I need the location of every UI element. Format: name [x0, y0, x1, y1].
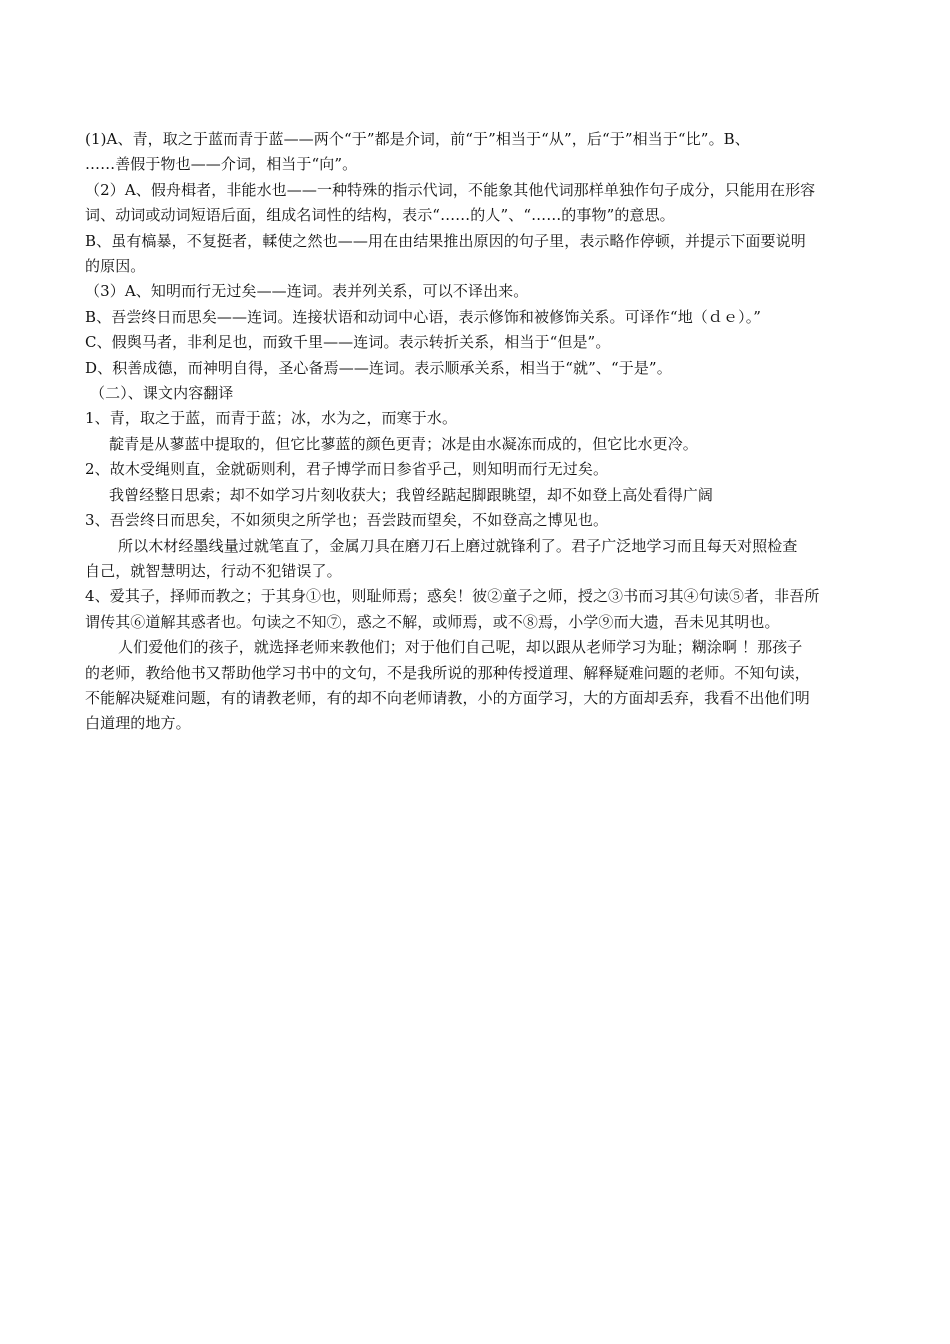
text-line: (1)A、青，取之于蓝而青于蓝——两个“于”都是介词，前“于”相当于“从”，后“于”相当于“比”。B、: [85, 130, 750, 148]
text-line: 4、爱其子，择师而教之；于其身①也，则耻师焉；惑矣！彼②童子之师，授之③书而习其④句读⑤者，非吾所: [85, 587, 820, 606]
translation-line: 所以木材经墨线量过就笔直了，金属刀具在磨刀石上磨过就锋利了。君子广泛地学习而且每天对照检查: [118, 536, 798, 555]
text-line: （3）A、知明而行无过矣——连词。表并列关系，可以不译出来。: [85, 282, 529, 301]
translation-line: 人们爱他们的孩子，就选择老师来教他们；对于他们自己呢，却以跟从老师学习为耻；糊涂啊 ！那孩子: [118, 638, 803, 657]
translation-line: 我曾经整日思索；却不如学习片刻收获大；我曾经踮起脚跟眺望，却不如登上高处看得广阔: [109, 485, 714, 504]
translation-line: 白道理的地方。: [85, 714, 191, 733]
text-line: B、吾尝终日而思矣——连词。连接状语和动词中心语，表示修饰和被修饰关系。可译作“地（ｄｅ）。”: [85, 307, 762, 326]
document-body: [85, 127, 870, 737]
translation-line: 自己，就智慧明达，行动不犯错误了。: [85, 561, 342, 580]
translation-line: 不能解决疑难问题，有的请教老师，有的却不向老师请教，小的方面学习，大的方面却丢弃，我看不出他们明: [85, 688, 810, 707]
text-line: C、假舆马者，非利足也，而致千里——连词。表示转折关系，相当于“但是”。: [85, 333, 611, 352]
text-line: D、积善成德，而神明自得，圣心备焉——连词。表示顺承关系，相当于“就”、“于是”。: [85, 358, 672, 377]
text-line: B、虽有槁暴，不复挺者，輮使之然也——用在由结果推出原因的句子里，表示略作停顿，并提示下面要说明: [85, 231, 806, 250]
text-line: 1、青，取之于蓝，而青于蓝；冰，水为之，而寒于水。: [85, 409, 458, 428]
text-line: 3、吾尝终日而思矣，不如须臾之所学也；吾尝跂而望矣，不如登高之博见也。: [85, 511, 609, 530]
translation-line: 靛青是从蓼蓝中提取的，但它比蓼蓝的颜色更青；冰是由水凝冻而成的，但它比水更冷。: [109, 434, 698, 453]
text-line: 2、故木受绳则直，金就砺则利，君子博学而日参省乎己，则知明而行无过矣。: [85, 460, 609, 479]
text-line: 的原因。: [85, 257, 146, 276]
translation-line: 的老师，教给他书又帮助他学习书中的文句，不是我所说的那种传授道理、解释疑难问题的老师。不知句读，: [85, 663, 810, 682]
text-line: 词、动词或动词短语后面，组成名词性的结构，表示“……的人”、“……的事物”的意思。: [85, 206, 675, 225]
text-line: 谓传其⑥道解其惑者也。句读之不知⑦，惑之不解，或师焉，或不⑧焉，小学⑨而大遗，吾未见其明也。: [85, 612, 780, 631]
text-line: （2）A、假舟楫者，非能水也——一种特殊的指示代词，不能象其他代词那样单独作句子成分，只能用在形容: [85, 180, 816, 199]
text-line: ……善假于物也——介词，相当于“向”。: [85, 155, 358, 174]
section-heading: （二）、课文内容翻译: [90, 384, 234, 403]
